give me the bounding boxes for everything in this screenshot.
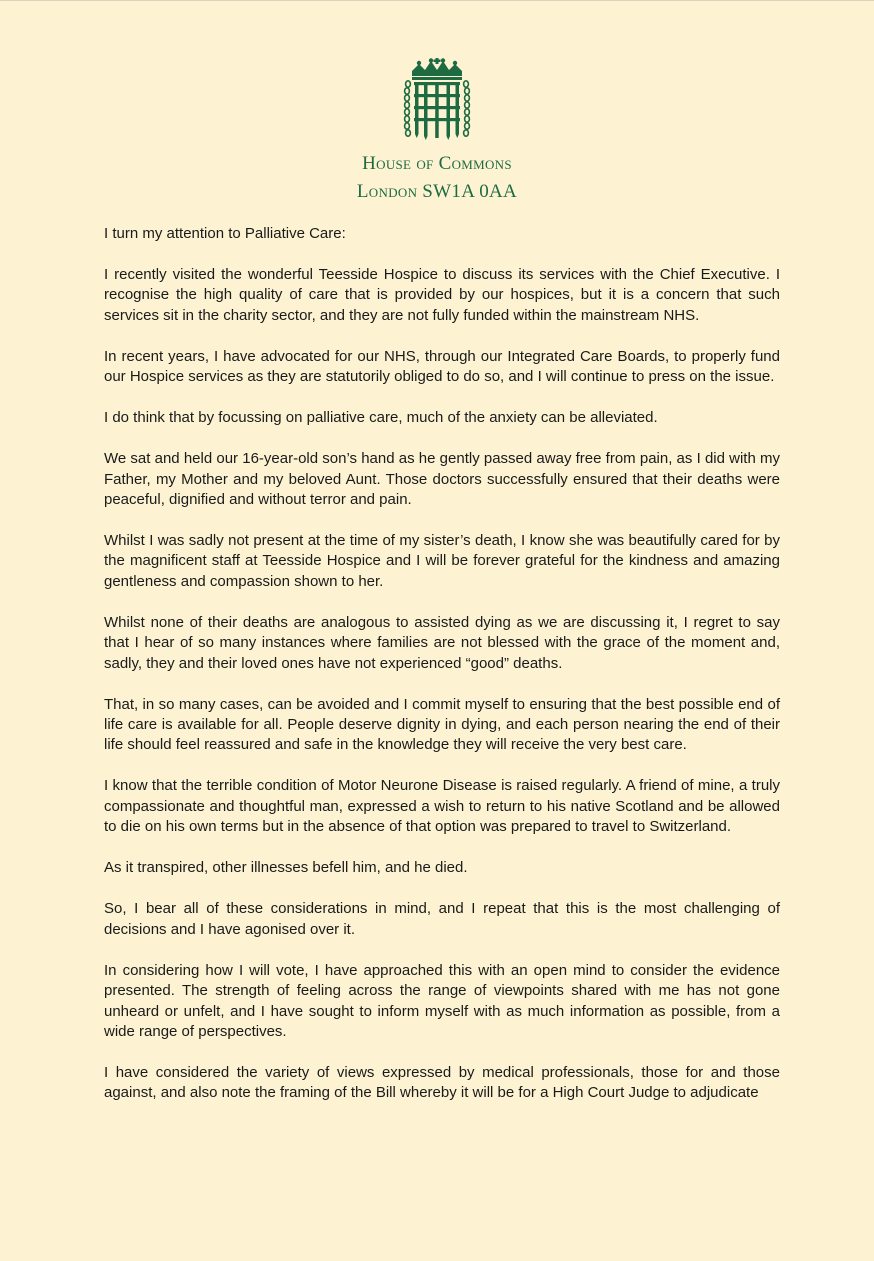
letterhead-line-2: London SW1A 0AA <box>356 181 518 202</box>
letter-paragraph: In recent years, I have advocated for our NHS, through our Integrated Care Boards, to properly fund our Hospice services as they are statutorily obliged to do so, and I will continue to press on the issue. <box>104 347 780 386</box>
letterhead <box>0 58 874 206</box>
letter-paragraph: Whilst I was sadly not present at the time of my sister’s death, I know she was beautifully cared for by the magnificent staff at Teesside Hospice and I will be forever grateful for the kindness and amazing gentleness and compassion shown to her. <box>104 532 780 590</box>
letter-paragraph: As it transpired, other illnesses befell him, and he died. <box>104 859 468 877</box>
letter-paragraph: I know that the terrible condition of Motor Neurone Disease is raised regularly. A friend of mine, a truly compassionate and thoughtful man, expressed a wish to return to his native Scotland and be allowed to die on his own terms but in the absence of that option was prepared to travel to Switzerland. <box>104 777 780 836</box>
page-top-edge <box>0 0 874 1</box>
letterhead-line-1: House of Commons <box>362 153 512 174</box>
letter-paragraph: I have considered the variety of views expressed by medical professionals, those for and those against, and also note the framing of the Bill whereby it will be for a High Court Judge to adjudicate <box>104 1063 780 1102</box>
letter-paragraph: In considering how I will vote, I have approached this with an open mind to consider the evidence presented. The strength of feeling across the range of viewpoints shared with me has not gone unheard or unfelt, and I have sought to inform myself with as much information as possible, from a wide range of perspectives. <box>104 961 780 1040</box>
letter-paragraph: I do think that by focussing on palliative care, much of the anxiety can be alleviated. <box>104 409 658 427</box>
letter-paragraph: We sat and held our 16-year-old son’s hand as he gently passed away free from pain, as I did with my Father, my Mother and my beloved Aunt. Those doctors successfully ensured that their deaths were peaceful, dignified and without terror and pain. <box>104 450 780 509</box>
letter-intro: I turn my attention to Palliative Care: <box>104 225 346 242</box>
letter-paragraph: So, I bear all of these considerations in mind, and I repeat that this is the most challenging of decisions and I have agonised over it. <box>104 900 780 938</box>
letter-paragraph: That, in so many cases, can be avoided and I commit myself to ensuring that the best possible end of life care is available for all. People deserve dignity in dying, and each person nearing the end of their life should feel reassured and safe in the knowledge they will receive the very best care. <box>104 695 780 754</box>
portcullis-crown-icon <box>402 58 472 140</box>
letter-paragraph: I recently visited the wonderful Teesside Hospice to discuss its services with the Chief Executive. I recognise the high quality of care that is provided by our hospices, but it is a concern that such services sit in the charity sector, and they are not fully funded within the mainstream NHS. <box>104 266 780 324</box>
letter-body <box>104 224 780 1104</box>
letter-paragraph: Whilst none of their deaths are analogous to assisted dying as we are discussing it, I regret to say that I hear of so many instances where families are not blessed with the grace of the moment and, sadly, they and their loved ones have not experienced “good” deaths. <box>104 613 780 672</box>
